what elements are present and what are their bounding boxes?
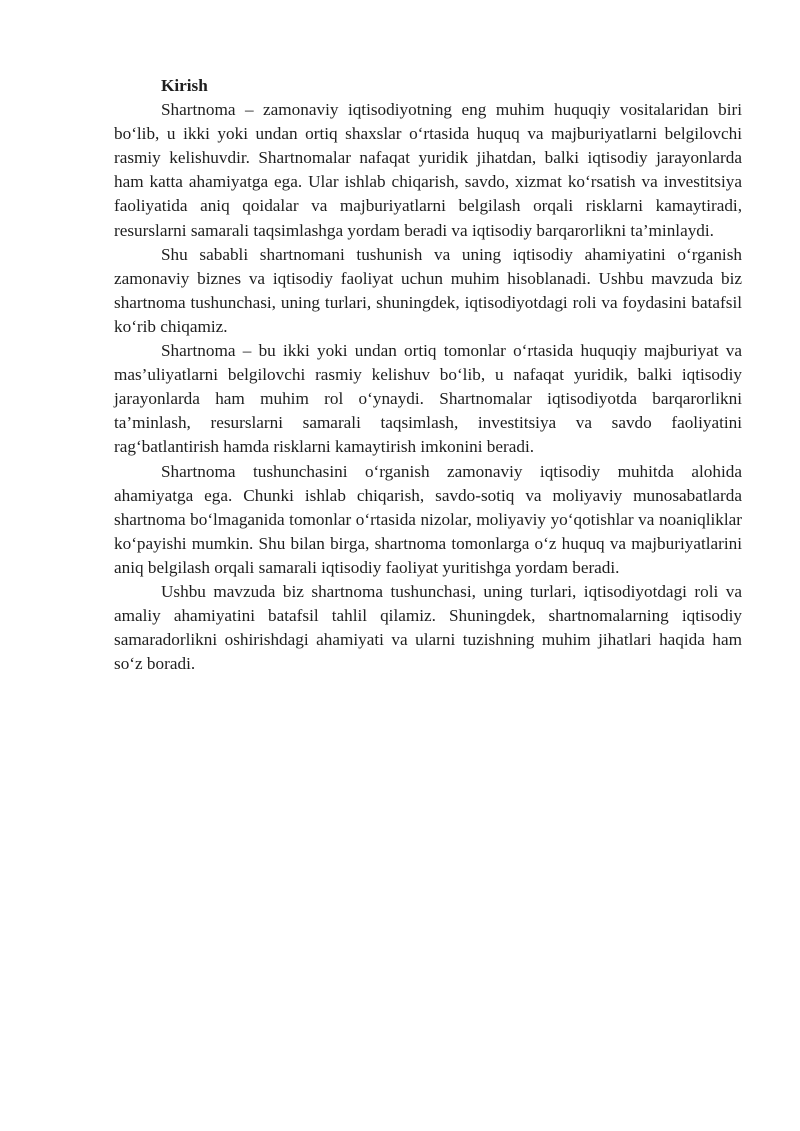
paragraph-4: Shartnoma tushunchasini o‘rganish zamonaviy iqtisodiy muhitda alohida ahamiyatga ega. Chunki ishlab chiqarish, savdo-sotiq va moliyaviy munosabatlarda shartnoma bo‘lmaganida tomonlar o‘rtasida nizolar, moliyaviy yo‘qotishlar va noaniqliklar ko‘payishi mumkin. Shu bilan birga, shartnoma tomonlarga o‘z huquq va majburiyatlarini aniq belgilash orqali samarali iqtisodiy faoliyat yuritishga yordam beradi.	[114, 461, 742, 577]
paragraph-5: Ushbu mavzuda biz shartnoma tushunchasi, uning turlari, iqtisodiyotdagi roli va amaliy ahamiyatini batafsil tahlil qilamiz. Shuningdek, shartnomalarning iqtisodiy samaradorlikni oshirishdagi ahamiyati va ularni tuzishning muhim jihatlari haqida ham so‘z boradi.	[114, 581, 742, 674]
section-heading: Kirish	[161, 76, 208, 95]
paragraph-2: Shu sababli shartnomani tushunish va uning iqtisodiy ahamiyatini o‘rganish zamonaviy biznes va iqtisodiy faoliyat uchun muhim hisoblanadi. Ushbu mavzuda biz shartnoma tushunchasi, uning turlari, shuningdek, iqtisodiyotdagi roli va foydasini batafsil ko‘rib chiqamiz.	[114, 244, 742, 336]
paragraph-1: Shartnoma – zamonaviy iqtisodiyotning eng muhim huquqiy vositalaridan biri bo‘lib, u ikki yoki undan ortiq shaxslar o‘rtasida huquq va majburiyatlarni belgilovchi rasmiy kelishuvdir. Shartnomalar nafaqat yuridik jihatdan, balki iqtisodiy jarayonlarda ham katta ahamiyatga ega. Ular ishlab chiqarish, savdo, xizmat ko‘rsatish va investitsiya faoliyatida aniq qoidalar va majburiyatlarni belgilash orqali risklarni kamaytiradi, resurslarni samarali taqsimlashga yordam beradi va iqtisodiy barqarorlikni ta’minlaydi.	[114, 100, 742, 240]
document-body	[114, 74, 742, 676]
paragraph-3: Shartnoma – bu ikki yoki undan ortiq tomonlar o‘rtasida huquqiy majburiyat va mas’uliyatlarni belgilovchi rasmiy kelishuv bo‘lib, u nafaqat yuridik, balki iqtisodiy jarayonlarda ham muhim rol o‘ynaydi. Shartnomalar iqtisodiyotda barqarorlikni ta’minlash, resurslarni samarali taqsimlash, investitsiya va savdo faoliyatini rag‘batlantirish hamda risklarni kamaytirish imkonini beradi.	[114, 341, 742, 457]
